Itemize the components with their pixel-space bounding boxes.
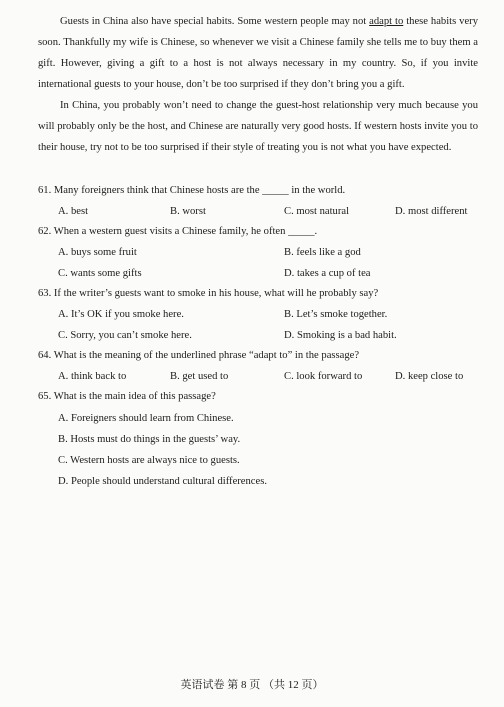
question-64-option-b: B. get used to xyxy=(170,371,229,382)
p1-text-before: Guests in China also have special habits. Some western people may not xyxy=(60,16,370,27)
question-64-option-a: A. think back to xyxy=(58,371,127,382)
p1-text-after: these habits very soon. Thankfully my wife is Chinese, so whenever we visit a Chinese family she tells me to buy them a gift. However, giving a gift to a host is not always necessary in my country. So, if you invite international guests to your house, don’t be too surprised if they don’t bring you a gift. xyxy=(38,16,478,90)
question-65-option-b: B. Hosts must do things in the guests’ way. xyxy=(58,434,241,445)
question-62-option-b: B. feels like a god xyxy=(284,247,361,258)
question-61-option-a: A. best xyxy=(58,206,89,217)
passage-paragraph-1 xyxy=(38,11,478,95)
question-62-stem: 62. When a western guest visits a Chinese family, he often _____. xyxy=(38,226,318,237)
question-63-stem: 63. If the writer’s guests want to smoke in his house, what will he probably say? xyxy=(38,288,379,299)
question-61-option-c: C. most natural xyxy=(284,206,350,217)
question-61-option-b: B. worst xyxy=(170,206,206,217)
underlined-phrase: adapt to xyxy=(369,16,404,27)
question-65-option-a: A. Foreigners should learn from Chinese. xyxy=(58,413,234,424)
question-61-option-d: D. most different xyxy=(395,206,468,217)
question-64-option-c: C. look forward to xyxy=(284,371,363,382)
question-65-option-c: C. Western hosts are always nice to guests. xyxy=(58,455,240,466)
question-64-option-d: D. keep close to xyxy=(395,371,464,382)
question-65-option-d: D. People should understand cultural differences. xyxy=(58,476,267,487)
page-footer: 英语试卷 第 8 页 （共 12 页） xyxy=(180,679,324,691)
question-62-option-c: C. wants some gifts xyxy=(58,268,142,279)
question-65-stem: 65. What is the main idea of this passage? xyxy=(38,391,216,402)
question-62-option-d: D. takes a cup of tea xyxy=(284,268,371,279)
passage-paragraph-2: In China, you probably won’t need to change the guest-host relationship very much because you will probably only be the host, and Chinese are naturally very good hosts. If western hosts invite you to their house, try not to be too surprised if their style of treating you is not what you have expected. xyxy=(38,100,478,153)
question-64-stem: 64. What is the meaning of the underlined phrase “adapt to” in the passage? xyxy=(38,350,360,361)
question-61-stem: 61. Many foreigners think that Chinese hosts are the _____ in the world. xyxy=(38,185,346,196)
question-62-option-a: A. buys some fruit xyxy=(58,247,137,258)
question-63-option-d: D. Smoking is a bad habit. xyxy=(284,330,397,341)
question-63-option-c: C. Sorry, you can’t smoke here. xyxy=(58,330,192,341)
question-63-option-a: A. It’s OK if you smoke here. xyxy=(58,309,184,320)
question-63-option-b: B. Let’s smoke together. xyxy=(284,309,388,320)
